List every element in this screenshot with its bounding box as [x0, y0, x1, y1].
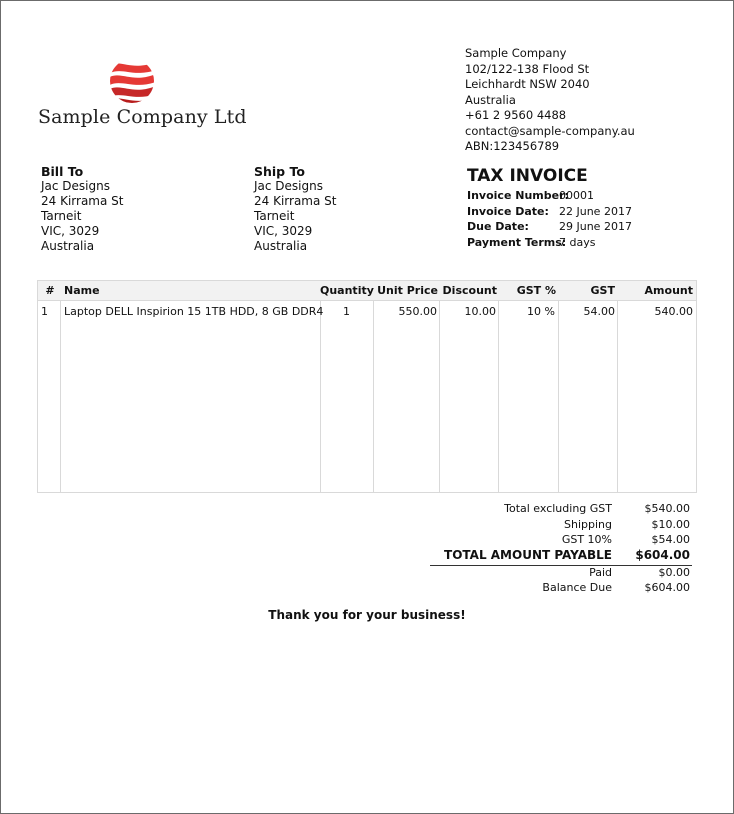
column-divider: [498, 300, 499, 492]
invoice-field-value: 29 June 2017: [559, 220, 632, 233]
invoice-meta: [467, 188, 632, 250]
table-cell-name: Laptop DELL Inspirion 15 1TB HDD, 8 GB DDR4: [64, 305, 324, 318]
company-name: Sample Company: [465, 46, 567, 60]
invoice-field-label: Due Date:: [467, 220, 529, 233]
invoice-field-label: Invoice Number:: [467, 189, 569, 202]
thank-you-message: Thank you for your business!: [268, 608, 466, 622]
shipping-row: [430, 518, 692, 534]
table-cell-amount: 540.00: [654, 305, 693, 318]
header-discount: Discount: [442, 284, 497, 297]
invoice-number-row: [467, 188, 632, 204]
totals-label: Total excluding GST: [504, 502, 612, 515]
column-divider: [373, 300, 374, 492]
header-name: Name: [64, 284, 100, 297]
totals-value: $604.00: [635, 547, 690, 562]
ship-to-line: Jac Designs: [254, 179, 323, 193]
table-cell-unit-price: 550.00: [398, 305, 437, 318]
totals-value: $54.00: [651, 533, 690, 546]
totals-value: $10.00: [651, 517, 690, 531]
totals-label: GST 10%: [561, 533, 612, 546]
totals-label: Paid: [589, 565, 612, 579]
totals-label: Shipping: [564, 517, 612, 531]
table-cell-quantity: 1: [343, 305, 350, 318]
invoice-date-row: [467, 204, 632, 220]
bill-to-line: 24 Kirrama St: [41, 194, 124, 208]
ship-to-line: VIC, 3029: [254, 224, 313, 238]
column-divider: [60, 300, 61, 492]
company-street: 102/122-138 Flood St: [465, 61, 590, 76]
bill-to-line: Jac Designs: [41, 179, 110, 193]
company-phone: +61 2 9560 4488: [465, 108, 567, 122]
header-gst-percent: GST %: [516, 284, 556, 297]
totals-label: Balance Due: [542, 581, 612, 594]
total-excluding-gst-row: [430, 502, 692, 518]
table-cell-gst: 54.00: [583, 305, 615, 318]
gst-row: [430, 533, 692, 549]
payment-terms-row: [467, 235, 632, 251]
invoice-field-label: Invoice Date:: [467, 204, 549, 218]
invoice-field-label: Payment Terms:: [467, 235, 567, 249]
header-gst: GST: [590, 284, 615, 297]
due-date-row: [467, 219, 632, 235]
totals-value: $0.00: [658, 565, 690, 579]
ship-to-line: 24 Kirrama St: [254, 194, 337, 208]
totals-value: $604.00: [644, 581, 690, 594]
header-number: #: [45, 284, 55, 297]
table-cell-number: 1: [41, 305, 48, 318]
ship-to-line: Australia: [254, 239, 308, 253]
paid-row: [430, 566, 692, 582]
ship-to-block: [254, 164, 336, 254]
bill-to-heading: Bill To: [41, 164, 84, 179]
line-items-table: [37, 280, 697, 493]
company-details: [465, 46, 635, 155]
company-country: Australia: [465, 92, 516, 107]
ship-to-heading: Ship To: [254, 164, 305, 179]
ship-to-line: Tarneit: [254, 209, 295, 223]
invoice-title: TAX INVOICE: [467, 166, 588, 186]
table-cell-gst-percent: 10 %: [527, 305, 555, 318]
company-suburb: Leichhardt NSW 2040: [465, 77, 590, 91]
balance-due-row: [430, 581, 692, 597]
bill-to-block: [41, 164, 123, 254]
column-divider: [617, 300, 618, 492]
totals-label: TOTAL AMOUNT PAYABLE: [444, 547, 612, 562]
bill-to-line: VIC, 3029: [41, 224, 100, 238]
totals-value: $540.00: [644, 502, 690, 515]
invoice-field-value: 7 days: [559, 235, 596, 249]
table-cell-discount: 10.00: [464, 305, 496, 318]
bill-to-line: Australia: [41, 239, 95, 253]
company-email: contact@sample-company.au: [465, 123, 635, 138]
total-amount-payable-row: [430, 549, 692, 566]
bill-to-line: Tarneit: [41, 209, 82, 223]
company-logo-text: Sample Company Ltd: [38, 106, 247, 128]
header-quantity: Quantity: [320, 284, 374, 297]
invoice-field-value: 00001: [559, 189, 594, 202]
invoice-field-value: 22 June 2017: [559, 204, 632, 218]
column-divider: [439, 300, 440, 492]
header-amount: Amount: [644, 284, 693, 297]
column-divider: [320, 300, 321, 492]
header-unit-price: Unit Price: [377, 284, 438, 297]
column-divider: [558, 300, 559, 492]
company-logo-icon: [108, 58, 156, 104]
totals-summary: [430, 502, 692, 597]
company-abn: ABN:123456789: [465, 139, 560, 153]
